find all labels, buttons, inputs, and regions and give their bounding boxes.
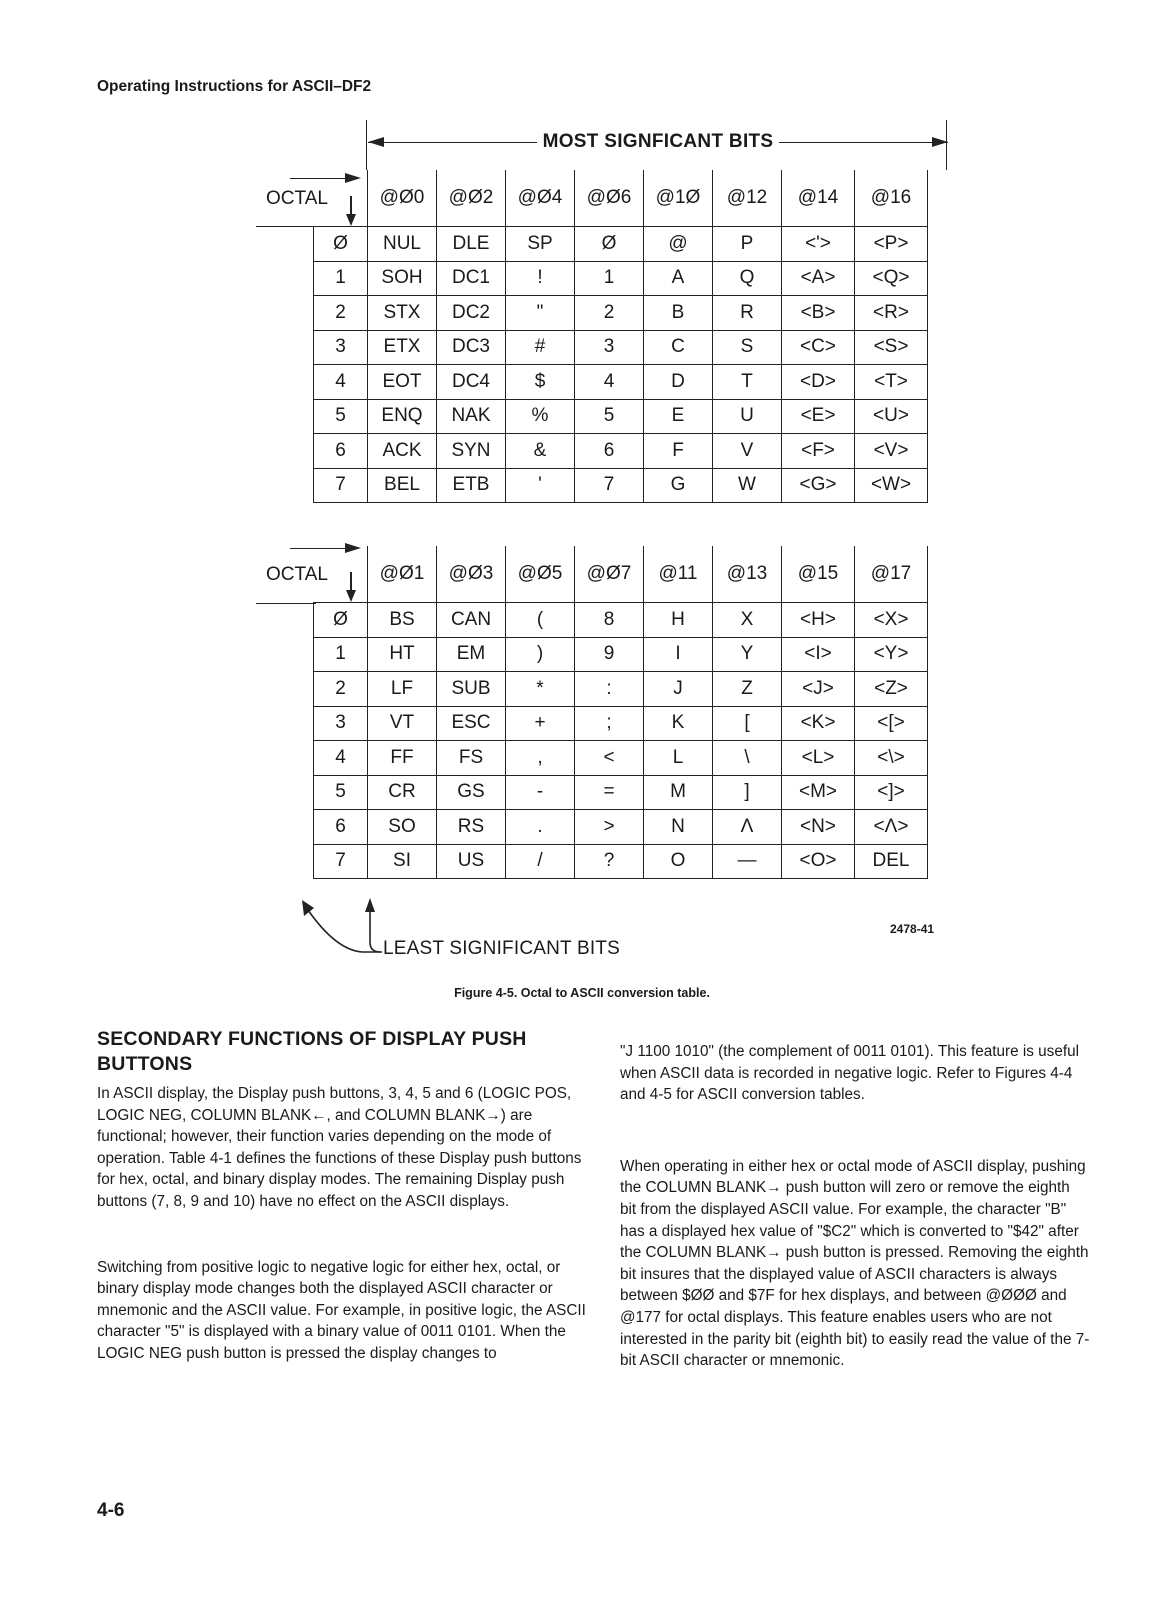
table-cell: G: [644, 468, 713, 503]
table-cell: FF: [368, 741, 437, 776]
table-cell: ENQ: [368, 399, 437, 434]
table-cell: US: [437, 844, 506, 879]
table-row: [314, 637, 928, 672]
table-cell: DEL: [855, 844, 928, 879]
table-cell: L: [644, 741, 713, 776]
table-cell: <K>: [782, 706, 855, 741]
table-cell: (: [506, 603, 575, 638]
table-cell: DC3: [437, 330, 506, 365]
table-cell: LF: [368, 672, 437, 707]
table-cell: RS: [437, 810, 506, 845]
upper-header-cell: @Ø6: [575, 170, 644, 227]
row-index-cell: 2: [314, 296, 368, 331]
row-index-cell: 4: [314, 365, 368, 400]
row-index-cell: 1: [314, 637, 368, 672]
table-cell: ]: [713, 775, 782, 810]
table-cell: SYN: [437, 434, 506, 469]
row-index-cell: 2: [314, 672, 368, 707]
table-cell: SO: [368, 810, 437, 845]
row-index-cell: 3: [314, 706, 368, 741]
table-cell: <N>: [782, 810, 855, 845]
table-cell: &: [506, 434, 575, 469]
table-row: [314, 227, 928, 262]
table-cell: 3: [575, 330, 644, 365]
table-cell: O: [644, 844, 713, 879]
table-cell: ): [506, 637, 575, 672]
table-cell: <L>: [782, 741, 855, 776]
table-row: [314, 706, 928, 741]
table-cell: Q: [713, 261, 782, 296]
table-cell: Y: [713, 637, 782, 672]
table-cell: <X>: [855, 603, 928, 638]
table-cell: +: [506, 706, 575, 741]
table-cell: CR: [368, 775, 437, 810]
msb-label: MOST SIGNFICANT BITS: [537, 131, 780, 152]
table-cell: I: [644, 637, 713, 672]
table-cell: SP: [506, 227, 575, 262]
upper-header-cell: @Ø2: [437, 170, 506, 227]
table-cell: <S>: [855, 330, 928, 365]
paragraph: "J 1100 1010" (the complement of 0011 0101). This feature is useful when ASCII data is recorded in negative logic. Refer to Figures 4-4 and 4-5 for ASCII conversion tables.: [620, 1043, 1079, 1104]
table-cell: <Q>: [855, 261, 928, 296]
upper-header-cell: @1Ø: [644, 170, 713, 227]
table-cell: SOH: [368, 261, 437, 296]
table-cell: W: [713, 468, 782, 503]
table-cell: T: [713, 365, 782, 400]
lower-header-cell: @11: [644, 546, 713, 603]
table-cell: <Y>: [855, 637, 928, 672]
lsb-label: LEAST SIGNIFICANT BITS: [383, 938, 621, 959]
table-cell: <I>: [782, 637, 855, 672]
upper-header-cell: @12: [713, 170, 782, 227]
table-cell: Z: [713, 672, 782, 707]
table-cell: ;: [575, 706, 644, 741]
table-row: [314, 603, 928, 638]
table-cell: S: [713, 330, 782, 365]
octal-label-lower: OCTAL: [266, 564, 328, 585]
table-cell: DC4: [437, 365, 506, 400]
table-cell: <U>: [855, 399, 928, 434]
table-cell: <F>: [782, 434, 855, 469]
table-row: [314, 468, 928, 503]
paragraph: In ASCII display, the Display push buttons, 3, 4, 5 and 6 (LOGIC POS, LOGIC NEG, COLUMN BLANK←, and COLUMN BLANK→) are functional; however, their function varies depending on the mode of operation. Table 4-1 defines the functions of these Display push buttons for hex, octal, and binary display modes. The remaining Display push buttons (7, 8, 9 and 10) have no effect on the ASCII displays.: [97, 1085, 582, 1210]
table-cell: ": [506, 296, 575, 331]
table-cell: <T>: [855, 365, 928, 400]
table-cell: <W>: [855, 468, 928, 503]
table-cell: HT: [368, 637, 437, 672]
table-cell: A: [644, 261, 713, 296]
table-cell: Λ: [713, 810, 782, 845]
table-cell: <M>: [782, 775, 855, 810]
section-heading: SECONDARY FUNCTIONS OF DISPLAY PUSH BUTTONS: [97, 1028, 527, 1075]
table-row: [314, 261, 928, 296]
table-cell: SI: [368, 844, 437, 879]
octal-underline-upper: [256, 226, 316, 227]
lower-header-cell: @Ø7: [575, 546, 644, 603]
row-index-cell: 4: [314, 741, 368, 776]
table-cell: \: [713, 741, 782, 776]
table-cell: EM: [437, 637, 506, 672]
table-cell: <[>: [855, 706, 928, 741]
upper-header-cell: @14: [782, 170, 855, 227]
table-cell: DLE: [437, 227, 506, 262]
table-cell: X: [713, 603, 782, 638]
table-cell: <D>: [782, 365, 855, 400]
table-cell: BEL: [368, 468, 437, 503]
table-cell: V: [713, 434, 782, 469]
msb-label-group: [368, 130, 948, 156]
msb-bracket-left-tick: [366, 120, 367, 170]
table-cell: ETB: [437, 468, 506, 503]
row-index-cell: 1: [314, 261, 368, 296]
table-row: [314, 672, 928, 707]
table-cell: !: [506, 261, 575, 296]
paragraph: Switching from positive logic to negative logic for either hex, octal, or binary display mode changes both the displayed ASCII character or mnemonic and the ASCII value. For example, in positive logic, the ASCII character "5" is displayed with a binary value of 0011 0101. When the LOGIC NEG push button is pressed the display changes to: [97, 1258, 586, 1362]
table-row: [314, 434, 928, 469]
table-cell: -: [506, 775, 575, 810]
lower-conversion-table: [313, 546, 928, 879]
table-row: [314, 810, 928, 845]
header-blank: [314, 546, 368, 603]
table-cell: <A>: [782, 261, 855, 296]
row-index-cell: 7: [314, 468, 368, 503]
figure-caption: Figure 4-5. Octal to ASCII conversion table.: [454, 986, 710, 1000]
lower-header-cell: @17: [855, 546, 928, 603]
table-cell: <J>: [782, 672, 855, 707]
table-cell: R: [713, 296, 782, 331]
upper-header-cell: @16: [855, 170, 928, 227]
table-cell: <C>: [782, 330, 855, 365]
table-cell: <V>: [855, 434, 928, 469]
running-head: Operating Instructions for ASCII–DF2: [97, 78, 372, 95]
row-index-cell: 3: [314, 330, 368, 365]
table-cell: /: [506, 844, 575, 879]
figure-id: 2478-41: [890, 922, 935, 936]
row-index-cell: 5: [314, 399, 368, 434]
table-cell: U: [713, 399, 782, 434]
table-cell: F: [644, 434, 713, 469]
table-row: [314, 296, 928, 331]
table-cell: VT: [368, 706, 437, 741]
table-cell: B: [644, 296, 713, 331]
table-row: [314, 775, 928, 810]
table-cell: .: [506, 810, 575, 845]
page-number: 4-6: [97, 1500, 125, 1521]
table-cell: NAK: [437, 399, 506, 434]
table-row: [314, 399, 928, 434]
left-column: [97, 1027, 597, 1386]
table-cell: K: [644, 706, 713, 741]
table-cell: @: [644, 227, 713, 262]
octal-label-upper: OCTAL: [266, 188, 328, 209]
row-index-cell: 7: [314, 844, 368, 879]
table-cell: J: [644, 672, 713, 707]
table-cell: <H>: [782, 603, 855, 638]
lower-header-cell: @Ø3: [437, 546, 506, 603]
lower-header-cell: @15: [782, 546, 855, 603]
table-cell: :: [575, 672, 644, 707]
table-cell: STX: [368, 296, 437, 331]
row-index-cell: 6: [314, 434, 368, 469]
table-cell: GS: [437, 775, 506, 810]
row-index-cell: Ø: [314, 603, 368, 638]
table-cell: 9: [575, 637, 644, 672]
table-cell: FS: [437, 741, 506, 776]
table-cell: —: [713, 844, 782, 879]
table-cell: DC2: [437, 296, 506, 331]
table-cell: [: [713, 706, 782, 741]
table-row: [314, 844, 928, 879]
table-cell: 8: [575, 603, 644, 638]
table-cell: <R>: [855, 296, 928, 331]
row-index-cell: Ø: [314, 227, 368, 262]
table-cell: #: [506, 330, 575, 365]
table-cell: ,: [506, 741, 575, 776]
table-cell: ': [506, 468, 575, 503]
table-cell: <B>: [782, 296, 855, 331]
table-cell: 7: [575, 468, 644, 503]
table-cell: C: [644, 330, 713, 365]
table-cell: CAN: [437, 603, 506, 638]
table-cell: ?: [575, 844, 644, 879]
lower-header-cell: @Ø1: [368, 546, 437, 603]
table-cell: 2: [575, 296, 644, 331]
row-index-cell: 5: [314, 775, 368, 810]
table-row: [314, 741, 928, 776]
table-cell: ETX: [368, 330, 437, 365]
paragraph: When operating in either hex or octal mode of ASCII display, pushing the COLUMN BLANK→ push button will zero or remove the eighth bit from the displayed ASCII value. For example, the character "B" has a displayed hex value of "$C2" which is converted to "$42" after the COLUMN BLANK→ push button is pressed. Removing the eighth bit insures that the displayed value of ASCII characters is always between $ØØ and $7F for hex displays, and between @ØØØ and @177 for octal displays. This feature enables users who are not interested in the parity bit (eighth bit) to easily read the value of the 7-bit ASCII character or mnemonic.: [620, 1157, 1090, 1370]
table-cell: <\>: [855, 741, 928, 776]
upper-header-cell: @Ø0: [368, 170, 437, 227]
table-cell: <]>: [855, 775, 928, 810]
table-cell: DC1: [437, 261, 506, 296]
table-cell: 6: [575, 434, 644, 469]
table-cell: SUB: [437, 672, 506, 707]
table-cell: 1: [575, 261, 644, 296]
table-cell: EOT: [368, 365, 437, 400]
table-cell: <G>: [782, 468, 855, 503]
table-cell: BS: [368, 603, 437, 638]
upper-header-row: [314, 170, 928, 227]
upper-header-cell: @Ø4: [506, 170, 575, 227]
table-cell: N: [644, 810, 713, 845]
lower-header-cell: @Ø5: [506, 546, 575, 603]
table-cell: $: [506, 365, 575, 400]
table-cell: H: [644, 603, 713, 638]
table-cell: ESC: [437, 706, 506, 741]
table-cell: >: [575, 810, 644, 845]
table-cell: 5: [575, 399, 644, 434]
table-row: [314, 330, 928, 365]
table-cell: <E>: [782, 399, 855, 434]
table-cell: M: [644, 775, 713, 810]
table-cell: =: [575, 775, 644, 810]
table-cell: %: [506, 399, 575, 434]
table-cell: E: [644, 399, 713, 434]
table-cell: ACK: [368, 434, 437, 469]
lower-header-row: [314, 546, 928, 603]
table-cell: <: [575, 741, 644, 776]
upper-conversion-table: [313, 170, 928, 503]
table-cell: P: [713, 227, 782, 262]
table-cell: <Λ>: [855, 810, 928, 845]
table-row: [314, 365, 928, 400]
table-cell: NUL: [368, 227, 437, 262]
header-blank: [314, 170, 368, 227]
right-column: [620, 1041, 1090, 1393]
row-index-cell: 6: [314, 810, 368, 845]
table-cell: <Z>: [855, 672, 928, 707]
table-cell: 4: [575, 365, 644, 400]
table-cell: <O>: [782, 844, 855, 879]
table-cell: D: [644, 365, 713, 400]
table-cell: <'>: [782, 227, 855, 262]
table-cell: Ø: [575, 227, 644, 262]
table-cell: *: [506, 672, 575, 707]
lower-header-cell: @13: [713, 546, 782, 603]
octal-underline-lower: [256, 603, 316, 604]
table-cell: <P>: [855, 227, 928, 262]
